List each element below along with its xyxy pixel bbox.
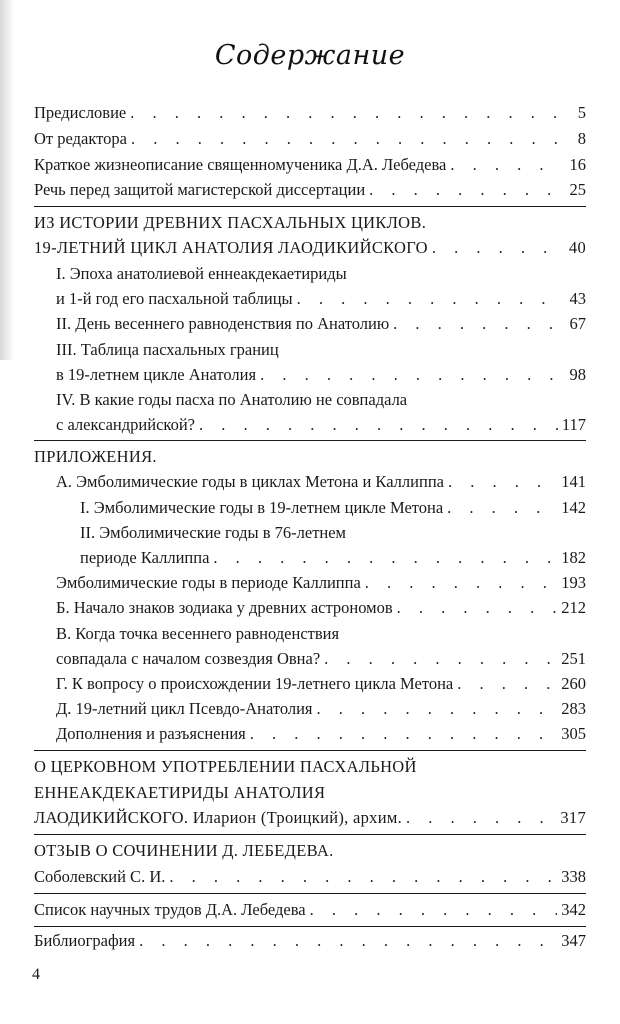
toc-entry-page: 43 (569, 289, 586, 308)
toc-subentry[interactable] (80, 497, 586, 519)
toc-subentry[interactable] (80, 547, 586, 569)
leader-dots (139, 930, 557, 952)
toc-entry-page: 25 (569, 180, 586, 199)
toc-entry-page: 5 (577, 103, 586, 122)
leader-dots (457, 673, 557, 695)
toc-entry-page: 283 (561, 699, 586, 718)
toc-entry-title: II. Эмболимические годы в 76-летнем (80, 523, 346, 542)
toc-entry-title: Б. Начало знаков зодиака у древних астрономов (56, 598, 393, 617)
leader-dots (324, 648, 557, 670)
toc-subentry[interactable] (56, 623, 586, 645)
leader-dots (432, 237, 558, 259)
leader-dots (393, 313, 558, 335)
toc-entry-title: III. Таблица пасхальных границ (56, 340, 279, 359)
toc-section-heading[interactable] (34, 212, 586, 234)
toc-subentry[interactable] (56, 263, 586, 285)
toc-entry[interactable] (34, 128, 586, 150)
toc-entry-title: II. День весеннего равноденствия по Анатолию (56, 314, 390, 333)
toc-subentry[interactable] (56, 288, 586, 310)
toc-section-heading[interactable] (34, 782, 586, 804)
toc-entry-title: Д. 19-летний цикл Псевдо-Анатолия (56, 699, 313, 718)
toc-subentry[interactable] (56, 723, 586, 745)
toc-entry-title: В. Когда точка весеннего равноденствия (56, 624, 340, 643)
toc-section-heading[interactable] (34, 756, 586, 778)
toc-entry-title: Библиография (34, 931, 136, 950)
leader-dots (310, 899, 558, 921)
toc-subentry[interactable] (56, 648, 586, 670)
section-divider (34, 834, 586, 835)
toc-subentry[interactable] (56, 572, 586, 594)
section-divider (34, 440, 586, 441)
toc-entry-title: Список научных трудов Д.А. Лебедева (34, 900, 306, 919)
toc-section-heading[interactable] (34, 840, 586, 862)
toc-entry-title: с александрийской? (56, 415, 195, 434)
toc-entry-page: 338 (561, 867, 586, 886)
leader-dots (260, 364, 558, 386)
leader-dots (406, 807, 556, 829)
toc-subentry[interactable] (56, 414, 586, 436)
toc-entry-page: 141 (561, 472, 586, 491)
toc-entry-page: 260 (561, 674, 586, 693)
toc-entry-page: 342 (561, 900, 586, 919)
toc-entry[interactable] (34, 179, 586, 201)
toc-entry-title: От редактора (34, 129, 127, 148)
toc-entry-page: 98 (569, 365, 586, 384)
toc-entry[interactable] (34, 866, 586, 888)
leader-dots (130, 102, 558, 124)
toc-subentry[interactable] (56, 673, 586, 695)
toc-entry[interactable] (34, 930, 586, 952)
toc-entry-page: 317 (560, 808, 586, 827)
toc-entry-title: ЕННЕАКДЕКАЕТИРИДЫ АНАТОЛИЯ (34, 783, 326, 802)
toc-entry-page: 182 (561, 548, 586, 567)
toc-subentry[interactable] (56, 364, 586, 386)
leader-dots (448, 471, 557, 493)
toc-section-heading[interactable] (34, 446, 586, 468)
toc-entry-title: А. Эмболимические годы в циклах Метона и Каллиппа (56, 472, 444, 491)
toc-entry-page: 193 (561, 573, 586, 592)
leader-dots (450, 154, 558, 176)
toc-subentry[interactable] (56, 597, 586, 619)
toc-entry-title: 19-ЛЕТНИЙ ЦИКЛ АНАТОЛИЯ ЛАОДИКИЙСКОГО (34, 238, 428, 257)
leader-dots (213, 547, 557, 569)
toc-entry-page: 347 (561, 931, 586, 950)
toc-entry[interactable] (34, 154, 586, 176)
toc-entry-page: 117 (561, 415, 586, 434)
leader-dots (169, 866, 557, 888)
toc-entry-title: I. Эпоха анатолиевой еннеакдекаетириды (56, 264, 347, 283)
toc-entry-page: 16 (569, 155, 586, 174)
page-title: Содержание (214, 40, 406, 71)
toc-entry-title: Г. К вопросу о происхождении 19-летнего цикла Метона (56, 674, 454, 693)
leader-dots (317, 698, 558, 720)
toc-entry[interactable] (34, 237, 586, 259)
toc-entry-title: О ЦЕРКОВНОМ УПОТРЕБЛЕНИИ ПАСХАЛЬНОЙ (34, 757, 417, 776)
toc-entry-page: 305 (561, 724, 586, 743)
section-divider (34, 926, 586, 927)
toc-entry-page: 142 (561, 498, 586, 517)
leader-dots (369, 179, 558, 201)
toc-entry-title: ЛАОДИКИЙСКОГО. Иларион (Троицкий), архим. (34, 808, 403, 827)
toc-entry-title: совпадала с началом созвездия Овна? (56, 649, 321, 668)
toc-subentry[interactable] (56, 313, 586, 335)
toc-subentry[interactable] (56, 471, 586, 493)
toc-entry-page: 8 (577, 129, 586, 148)
toc-entry-page: 67 (569, 314, 586, 333)
toc-entry-title: I. Эмболимические годы в 19-летнем цикле Метона (80, 498, 444, 517)
toc-entry-title: Соболевский С. И. (34, 867, 166, 886)
toc-entry[interactable] (34, 102, 586, 124)
toc-entry-title: ИЗ ИСТОРИИ ДРЕВНИХ ПАСХАЛЬНЫХ ЦИКЛОВ. (34, 213, 427, 232)
page-number: 4 (32, 966, 40, 983)
section-divider (34, 206, 586, 207)
leader-dots (131, 128, 558, 150)
leader-dots (397, 597, 558, 619)
toc-entry-page: 40 (568, 238, 586, 257)
leader-dots (199, 414, 558, 436)
leader-dots (447, 497, 557, 519)
toc-subentry[interactable] (80, 522, 586, 544)
toc-subentry[interactable] (56, 698, 586, 720)
toc-subentry[interactable] (56, 339, 586, 361)
toc-entry-title: Эмболимические годы в периоде Каллиппа (56, 573, 361, 592)
toc-entry-title: ОТЗЫВ О СОЧИНЕНИИ Д. ЛЕБЕДЕВА. (34, 841, 334, 860)
toc-subentry[interactable] (56, 389, 586, 411)
toc-entry-title: ПРИЛОЖЕНИЯ. (34, 447, 157, 466)
toc-entry-title: периоде Каллиппа (80, 548, 210, 567)
toc-entry-title: Речь перед защитой магистерской диссертации (34, 180, 366, 199)
leader-dots (297, 288, 558, 310)
toc-entry-page: 212 (561, 598, 586, 617)
section-divider (34, 750, 586, 751)
toc-entry-title: и 1-й год его пасхальной таблицы (56, 289, 293, 308)
toc-entry-page: 251 (561, 649, 586, 668)
toc-entry-title: Предисловие (34, 103, 127, 122)
toc-entry[interactable] (34, 899, 586, 921)
section-divider (34, 893, 586, 894)
toc-entry-title: Дополнения и разъяснения (56, 724, 246, 743)
leader-dots (365, 572, 557, 594)
toc-entry-title: в 19-летнем цикле Анатолия (56, 365, 257, 384)
leader-dots (250, 723, 558, 745)
toc-entry-title: IV. В какие годы пасха по Анатолию не совпадала (56, 390, 408, 409)
toc-entry[interactable] (34, 807, 586, 829)
toc-entry-title: Краткое жизнеописание священномученика Д.А. Лебедева (34, 155, 447, 174)
